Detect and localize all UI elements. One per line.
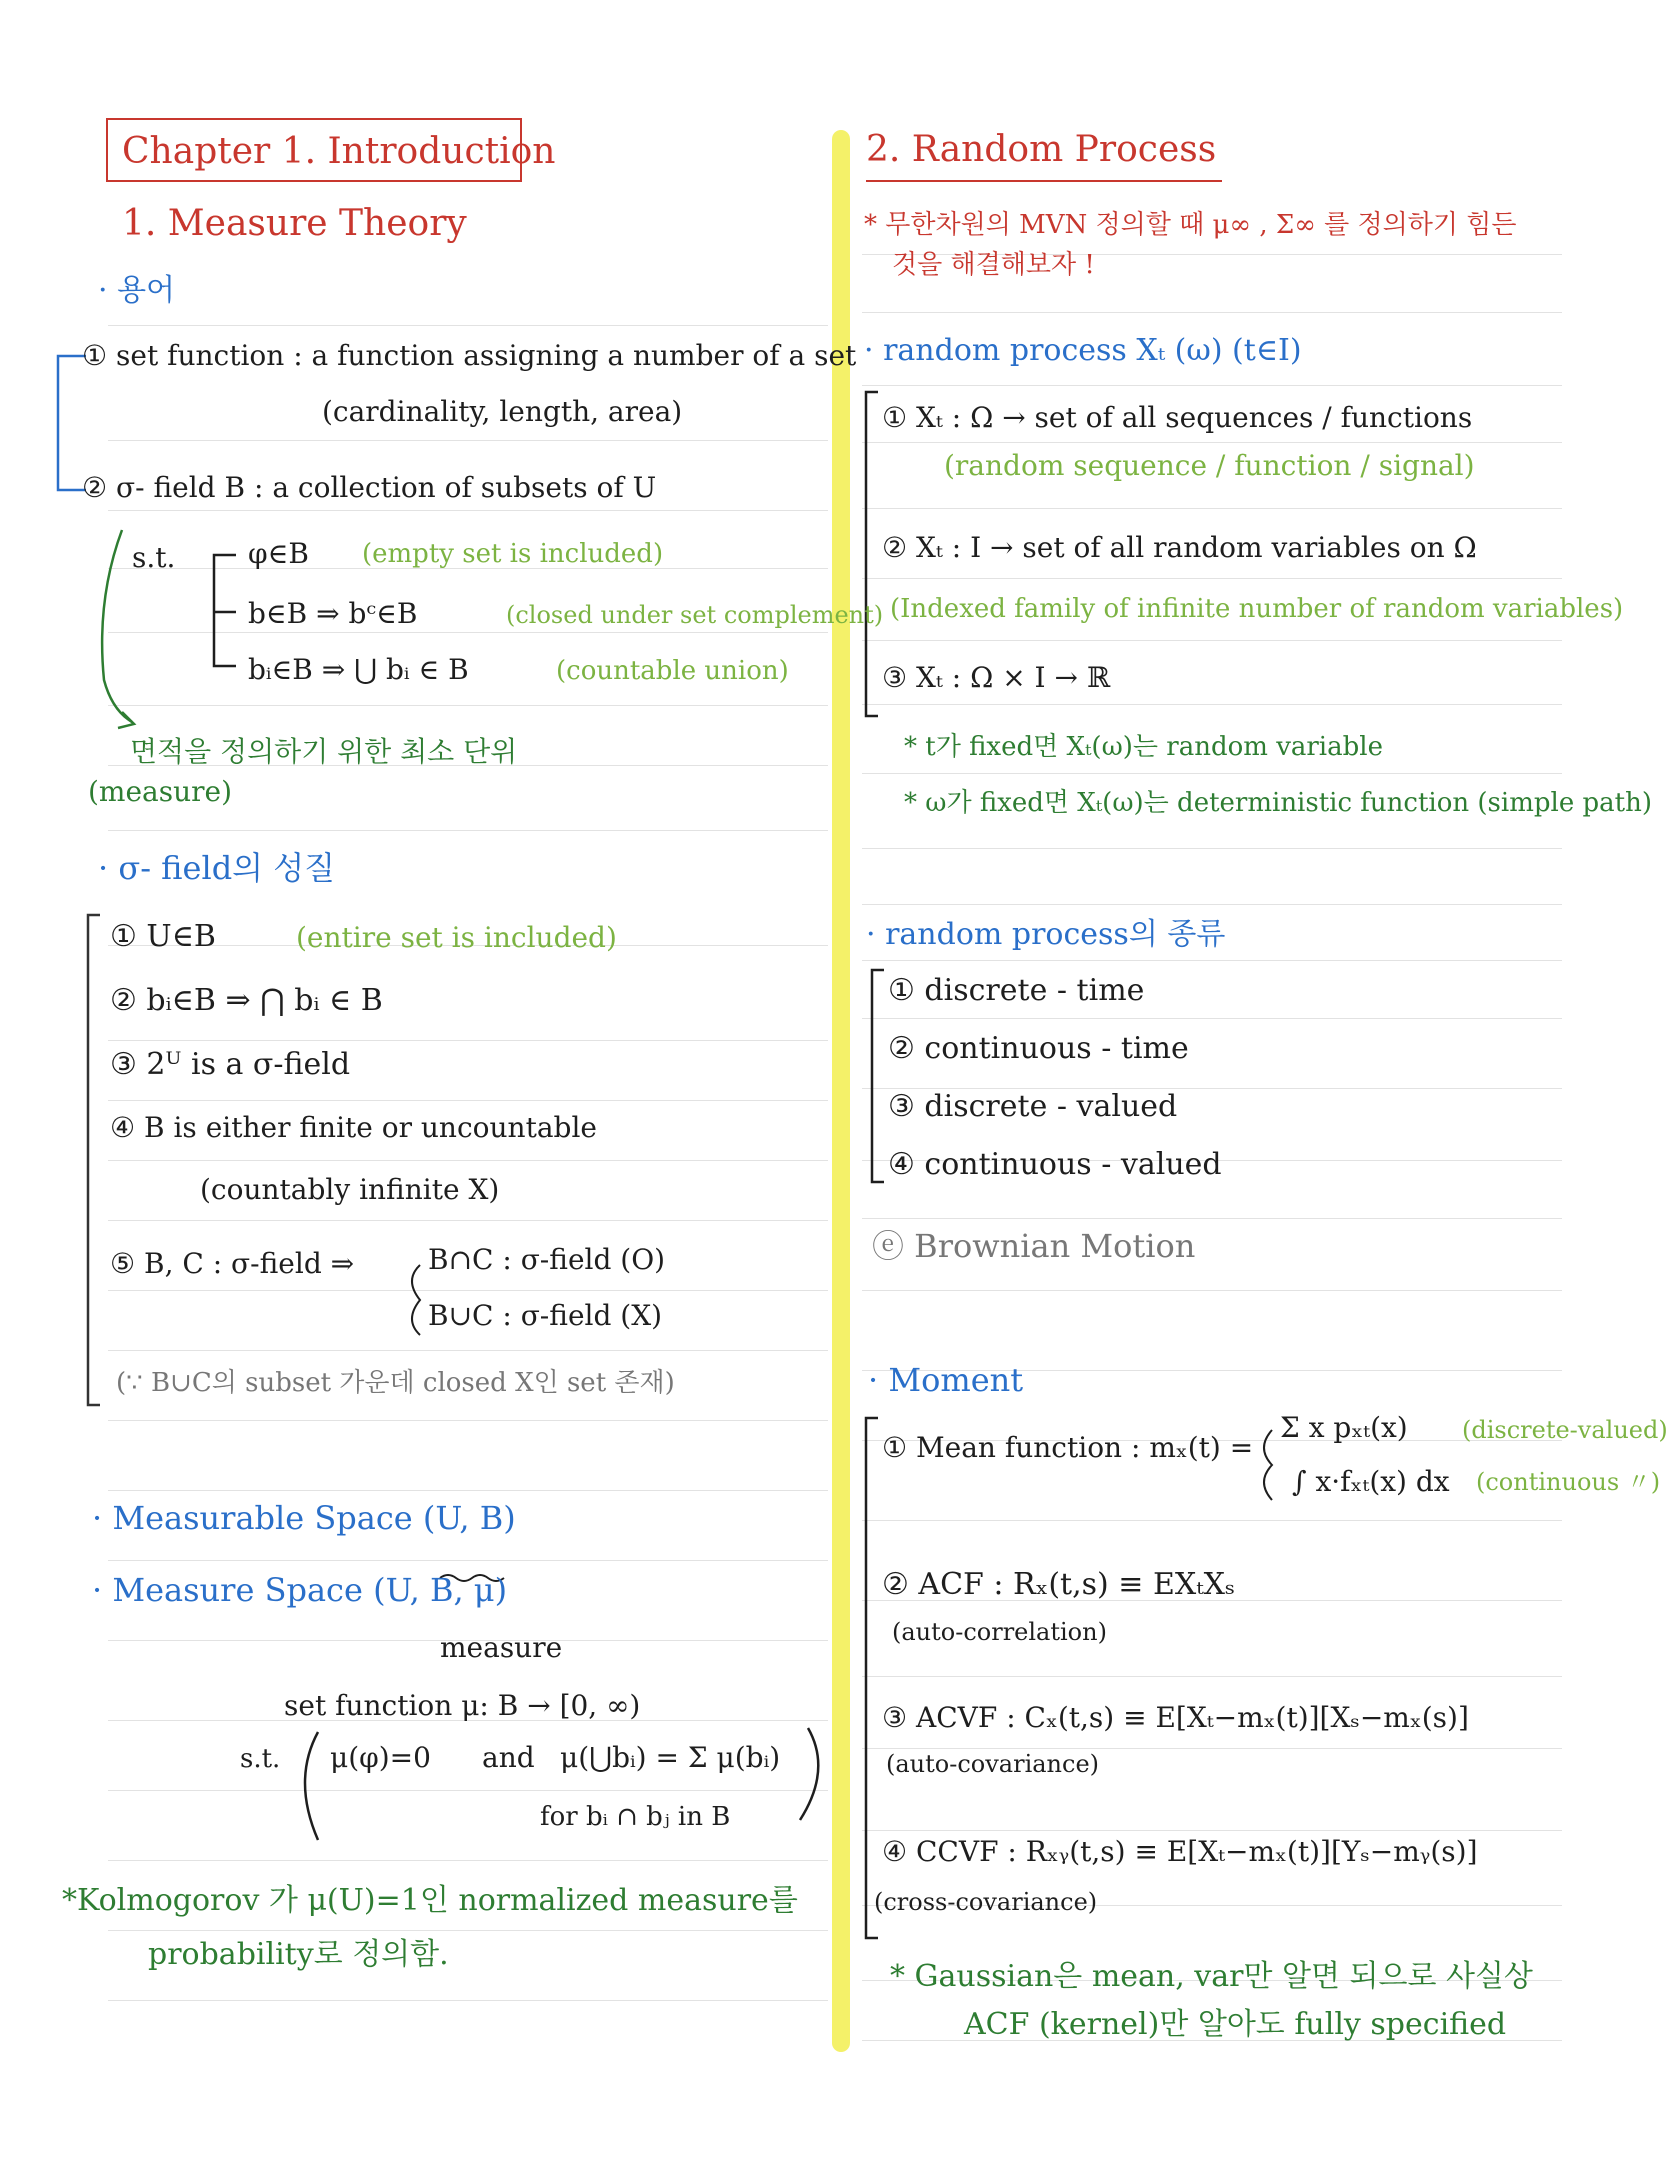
measure-label: measure [440, 1631, 563, 1664]
prop-power-set: ③ 2ᵁ is a σ-field [110, 1047, 351, 1082]
brownian-motion-example: ⓔ Brownian Motion [872, 1227, 1196, 1265]
ccvf-def: ④ CCVF : Rₓᵧ(t,s) ≡ E[Xₜ−mₓ(t)][Yₛ−mᵧ(s)] [882, 1835, 1478, 1868]
acvf-note: (auto-covariance) [886, 1750, 1100, 1778]
kind-continuous-valued: ④ continuous - valued [888, 1147, 1222, 1182]
rp-def-random-variables-note: (Indexed family of infinite number of random variables) [890, 594, 1624, 624]
mean-continuous-note: (continuous 〃) [1476, 1468, 1661, 1496]
terms-label: · 용어 [98, 273, 176, 308]
acf-def: ② ACF : Rₓ(t,s) ≡ EXₜXₛ [882, 1567, 1236, 1602]
section-title-random-process: 2. Random Process [866, 129, 1217, 170]
gaussian-note-2: ACF (kernel)만 알아도 fully specified [964, 2007, 1507, 2042]
mu-empty-zero: μ(φ)=0 [330, 1741, 431, 1774]
kolmogorov-note: *Kolmogorov 가 μ(U)=1인 normalized measure를 [62, 1883, 798, 1918]
gaussian-note: * Gaussian은 mean, var만 알면 되으로 사실상 [890, 1959, 1533, 1994]
sigma-field-props-label: · σ- field의 성질 [98, 849, 336, 887]
area-note-measure: (measure) [88, 775, 233, 808]
condition-empty-set: φ∈B [248, 537, 309, 570]
prop-finite-uncountable: ④ B is either finite or uncountable [110, 1111, 597, 1144]
random-process-label: · random process Xₜ (ω) (t∈I) [864, 333, 1302, 368]
chapter-title: Chapter 1. Introduction [122, 131, 556, 172]
kolmogorov-note-2: probability로 정의함. [148, 1937, 449, 1972]
kind-discrete-valued: ③ discrete - valued [888, 1089, 1178, 1124]
prop-intersection-union: ⑤ B, C : σ-field ⇒ [110, 1247, 355, 1280]
set-function-examples: (cardinality, length, area) [322, 395, 683, 428]
prop-intersection-field: B∩C : σ-field (O) [428, 1243, 666, 1276]
prop-countably-infinite-note: (countably infinite X) [200, 1173, 500, 1206]
such-that-label: s.t. [132, 541, 176, 574]
condition-complement: b∈B ⇒ bᶜ∈B [248, 597, 418, 630]
kind-continuous-time: ② continuous - time [888, 1031, 1189, 1066]
prop-union-not-field: B∪C : σ-field (X) [428, 1299, 663, 1332]
set-function-mu-def: set function μ: B → [0, ∞) [284, 1689, 641, 1722]
mu-countable-additivity: μ(⋃bᵢ) = Σ μ(bᵢ) [560, 1741, 781, 1774]
mu-such-that: s.t. [240, 1744, 281, 1774]
rp-kinds-label: · random process의 종류 [866, 917, 1226, 952]
condition-empty-set-note: (empty set is included) [362, 539, 664, 569]
mean-discrete-note: (discrete-valued) [1462, 1416, 1668, 1444]
rp-fixed-t-note: * t가 fixed면 Xₜ(ω)는 random variable [904, 732, 1383, 762]
sigma-field-def: ② σ- field B : a collection of subsets of U [82, 471, 657, 504]
rp-def-random-variables: ② Xₜ : I → set of all random variables on Ω [882, 531, 1477, 564]
mu-disjoint-condition: for bᵢ ∩ bⱼ in B [540, 1802, 731, 1832]
rp-def-sequences-note: (random sequence / function / signal) [944, 449, 1475, 482]
condition-countable-union-note: (countable union) [556, 656, 789, 686]
ccvf-note: (cross-covariance) [874, 1888, 1098, 1916]
area-note: 면적을 정의하기 위한 최소 단위 [130, 735, 518, 768]
prop-entire-set: ① U∈B [110, 919, 216, 954]
section-underline [866, 180, 1222, 182]
moment-label: · Moment [868, 1361, 1024, 1399]
acvf-def: ③ ACVF : Cₓ(t,s) ≡ E[Xₜ−mₓ(t)][Xₛ−mₓ(s)] [882, 1701, 1469, 1734]
prop-entire-set-note: (entire set is included) [296, 921, 617, 954]
prop-countable-intersection: ② bᵢ∈B ⇒ ⋂ bᵢ ∈ B [110, 983, 383, 1018]
rp-def-sequences: ① Xₜ : Ω → set of all sequences / functions [882, 401, 1473, 434]
section-title-measure-theory: 1. Measure Theory [122, 203, 467, 244]
mvn-note: * 무한차원의 MVN 정의할 때 μ∞ , Σ∞ 를 정의하기 힘든 [864, 210, 1517, 240]
mvn-note-2: 것을 해결해보자 ! [892, 250, 1095, 280]
condition-countable-union: bᵢ∈B ⇒ ⋃ bᵢ ∈ B [248, 653, 469, 686]
mean-function-def: ① Mean function : mₓ(t) = [882, 1431, 1254, 1464]
kind-discrete-time: ① discrete - time [888, 973, 1145, 1008]
acf-note: (auto-correlation) [892, 1618, 1107, 1646]
rp-fixed-omega-note: * ω가 fixed면 Xₜ(ω)는 deterministic function (simple path) [904, 788, 1652, 818]
condition-complement-note: (closed under set complement) [506, 601, 884, 629]
mean-discrete-formula: Σ x pₓₜ(x) [1280, 1411, 1408, 1444]
rp-def-product: ③ Xₜ : Ω × I → ℝ [882, 661, 1111, 694]
measure-space: · Measure Space (U, B, μ) [92, 1571, 508, 1609]
measurable-space: · Measurable Space (U, B) [92, 1499, 516, 1537]
prop-union-reason: (∵ B∪C의 subset 가운데 closed X인 set 존재) [116, 1368, 675, 1398]
mean-continuous-formula: ∫ x·fₓₜ(x) dx [1292, 1465, 1450, 1498]
set-function-def: ① set function : a function assigning a number of a set [82, 339, 857, 372]
mu-and: and [482, 1741, 535, 1774]
